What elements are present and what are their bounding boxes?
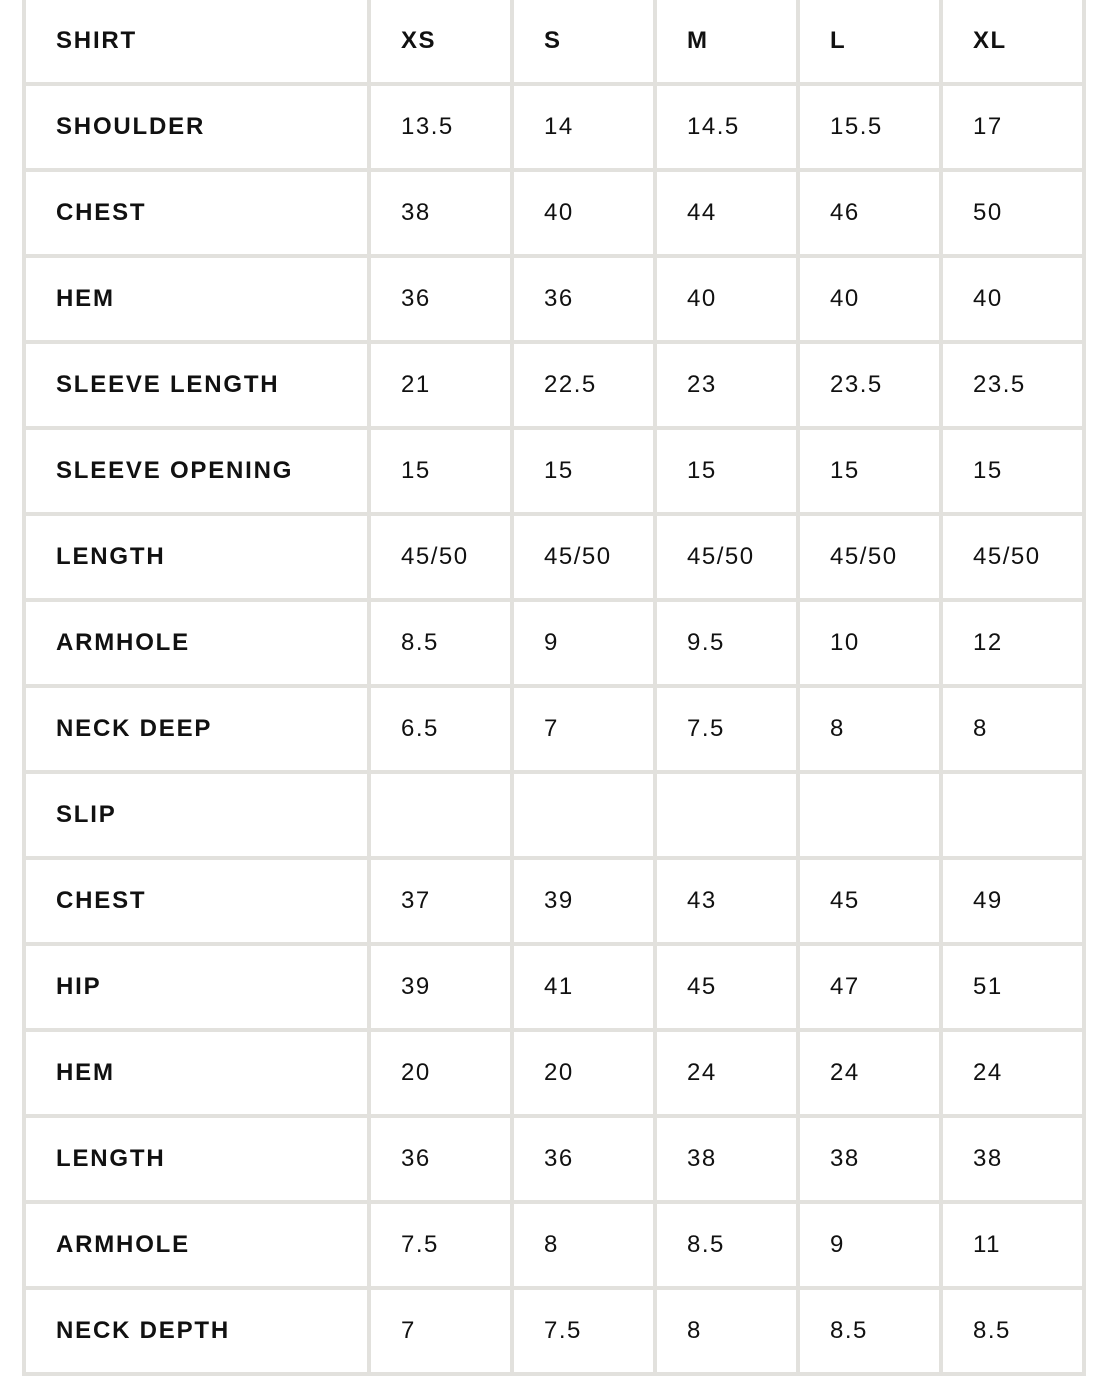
header-cell-size-m: M [657, 0, 796, 82]
value-cell: 49 [943, 860, 1082, 942]
value-cell: 41 [514, 946, 653, 1028]
value-cell: 24 [800, 1032, 939, 1114]
value-cell [514, 774, 653, 856]
table-row [26, 602, 1082, 684]
size-chart-body [26, 0, 1082, 1372]
value-cell [943, 774, 1082, 856]
value-cell: 47 [800, 946, 939, 1028]
row-label-cell: NECK DEEP [26, 688, 367, 770]
section-header-row [26, 774, 1082, 856]
row-label-cell: SHOULDER [26, 86, 367, 168]
table-row [26, 1290, 1082, 1372]
row-label-cell: HEM [26, 258, 367, 340]
table-row [26, 172, 1082, 254]
value-cell: 36 [371, 1118, 510, 1200]
value-cell: 38 [800, 1118, 939, 1200]
value-cell: 45/50 [514, 516, 653, 598]
value-cell: 45/50 [800, 516, 939, 598]
row-label-cell: CHEST [26, 172, 367, 254]
value-cell: 40 [943, 258, 1082, 340]
value-cell: 45 [800, 860, 939, 942]
value-cell: 39 [514, 860, 653, 942]
table-row [26, 1118, 1082, 1200]
value-cell: 11 [943, 1204, 1082, 1286]
value-cell: 8.5 [943, 1290, 1082, 1372]
value-cell: 38 [943, 1118, 1082, 1200]
value-cell: 36 [514, 258, 653, 340]
value-cell: 7.5 [514, 1290, 653, 1372]
value-cell: 17 [943, 86, 1082, 168]
value-cell: 15 [943, 430, 1082, 512]
header-cell-size-xl: XL [943, 0, 1082, 82]
value-cell: 15 [657, 430, 796, 512]
table-row [26, 688, 1082, 770]
row-label-cell: ARMHOLE [26, 602, 367, 684]
value-cell: 51 [943, 946, 1082, 1028]
value-cell: 37 [371, 860, 510, 942]
value-cell: 10 [800, 602, 939, 684]
value-cell: 8 [943, 688, 1082, 770]
header-cell-size-l: L [800, 0, 939, 82]
value-cell: 9 [514, 602, 653, 684]
value-cell: 8.5 [371, 602, 510, 684]
value-cell: 8.5 [657, 1204, 796, 1286]
section-label-cell: SLIP [26, 774, 367, 856]
value-cell: 45 [657, 946, 796, 1028]
value-cell: 45/50 [657, 516, 796, 598]
value-cell: 45/50 [371, 516, 510, 598]
value-cell: 36 [371, 258, 510, 340]
value-cell: 40 [657, 258, 796, 340]
value-cell: 7 [514, 688, 653, 770]
value-cell: 15 [800, 430, 939, 512]
row-label-cell: HEM [26, 1032, 367, 1114]
value-cell: 23.5 [943, 344, 1082, 426]
value-cell: 44 [657, 172, 796, 254]
value-cell: 36 [514, 1118, 653, 1200]
row-label-cell: HIP [26, 946, 367, 1028]
value-cell: 14.5 [657, 86, 796, 168]
value-cell: 6.5 [371, 688, 510, 770]
value-cell: 7.5 [657, 688, 796, 770]
value-cell: 8.5 [800, 1290, 939, 1372]
header-cell-garment: SHIRT [26, 0, 367, 82]
value-cell: 24 [657, 1032, 796, 1114]
value-cell: 8 [657, 1290, 796, 1372]
table-row [26, 946, 1082, 1028]
table-row [26, 860, 1082, 942]
value-cell [657, 774, 796, 856]
value-cell: 14 [514, 86, 653, 168]
value-cell: 43 [657, 860, 796, 942]
header-cell-size-xs: XS [371, 0, 510, 82]
value-cell: 15 [371, 430, 510, 512]
value-cell: 20 [371, 1032, 510, 1114]
value-cell: 39 [371, 946, 510, 1028]
value-cell: 23 [657, 344, 796, 426]
table-row [26, 86, 1082, 168]
value-cell: 22.5 [514, 344, 653, 426]
value-cell: 8 [514, 1204, 653, 1286]
value-cell: 9.5 [657, 602, 796, 684]
value-cell: 7.5 [371, 1204, 510, 1286]
value-cell: 8 [800, 688, 939, 770]
value-cell: 7 [371, 1290, 510, 1372]
value-cell: 20 [514, 1032, 653, 1114]
row-label-cell: NECK DEPTH [26, 1290, 367, 1372]
value-cell: 12 [943, 602, 1082, 684]
table-row [26, 258, 1082, 340]
value-cell: 40 [514, 172, 653, 254]
table-row [26, 430, 1082, 512]
value-cell: 45/50 [943, 516, 1082, 598]
table-row [26, 344, 1082, 426]
row-label-cell: SLEEVE OPENING [26, 430, 367, 512]
value-cell: 40 [800, 258, 939, 340]
row-label-cell: SLEEVE LENGTH [26, 344, 367, 426]
value-cell: 38 [371, 172, 510, 254]
header-cell-size-s: S [514, 0, 653, 82]
row-label-cell: ARMHOLE [26, 1204, 367, 1286]
value-cell: 46 [800, 172, 939, 254]
value-cell: 15.5 [800, 86, 939, 168]
value-cell: 15 [514, 430, 653, 512]
value-cell: 21 [371, 344, 510, 426]
value-cell: 9 [800, 1204, 939, 1286]
row-label-cell: LENGTH [26, 516, 367, 598]
value-cell [371, 774, 510, 856]
value-cell: 38 [657, 1118, 796, 1200]
table-row [26, 1204, 1082, 1286]
row-label-cell: LENGTH [26, 1118, 367, 1200]
table-row [26, 516, 1082, 598]
value-cell [800, 774, 939, 856]
size-chart-table [22, 0, 1086, 1376]
value-cell: 23.5 [800, 344, 939, 426]
table-header-row [26, 0, 1082, 82]
value-cell: 24 [943, 1032, 1082, 1114]
table-row [26, 1032, 1082, 1114]
value-cell: 50 [943, 172, 1082, 254]
value-cell: 13.5 [371, 86, 510, 168]
row-label-cell: CHEST [26, 860, 367, 942]
